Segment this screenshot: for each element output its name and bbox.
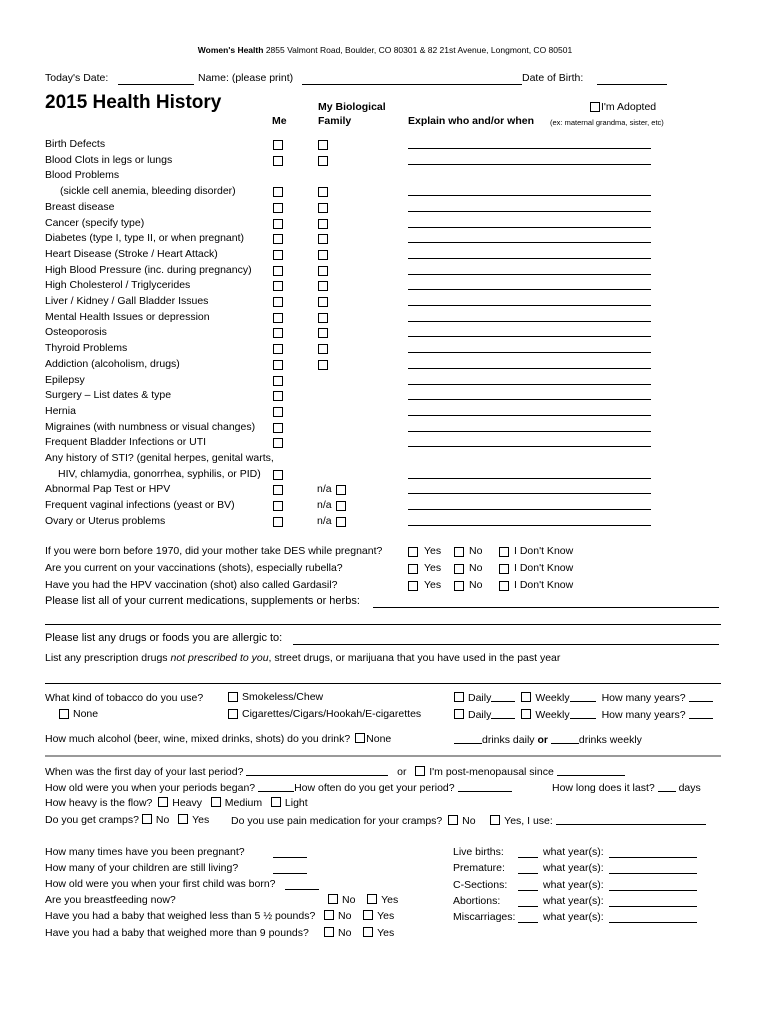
- yn-yes-label: Yes: [424, 545, 442, 557]
- allergy-label: Please list any drugs or foods you are allergic to:: [45, 632, 283, 644]
- cigarettes-daily-field[interactable]: [491, 708, 515, 719]
- cigarettes-weekly-label: Weekly: [535, 709, 570, 721]
- smokeless-daily-checkbox[interactable]: [454, 692, 464, 702]
- condition-label: Migraines (with numbness or visual changes): [45, 421, 256, 433]
- drugs-label: [45, 652, 560, 664]
- smokeless-weekly-field[interactable]: [570, 691, 596, 702]
- period-length-field[interactable]: [658, 781, 676, 792]
- over-9-no-checkbox[interactable]: [324, 927, 334, 937]
- me-checkbox[interactable]: [273, 140, 283, 150]
- yn-no-checkbox[interactable]: [454, 547, 464, 557]
- outcome-years-label: what year(s):: [543, 862, 604, 874]
- medications-label: Please list all of your current medications, supplements or herbs:: [45, 595, 360, 607]
- explain-line[interactable]: [408, 305, 651, 306]
- family-checkbox[interactable]: [318, 328, 328, 338]
- name-label: Name: (please print): [198, 72, 294, 84]
- condition-label: Osteoporosis: [45, 326, 107, 338]
- condition-label: High Cholesterol / Triglycerides: [45, 279, 191, 291]
- page-title: 2015 Health History: [45, 92, 222, 113]
- pain-med-row: [231, 814, 706, 827]
- na-checkbox[interactable]: [336, 485, 346, 495]
- times-pregnant-label: How many times have you been pregnant?: [45, 846, 245, 858]
- explain-line[interactable]: [408, 525, 651, 526]
- smokeless-years-field[interactable]: [689, 691, 713, 702]
- condition-label: Thyroid Problems: [45, 342, 128, 354]
- family-checkbox[interactable]: [318, 250, 328, 260]
- cigarettes-weekly-checkbox[interactable]: [521, 709, 531, 719]
- explain-line[interactable]: [408, 399, 651, 400]
- under-5-yes-label: Yes: [377, 910, 395, 922]
- drugs-label-post: , street drugs, or marijuana that you have used in the past year: [268, 652, 561, 664]
- flow-heavy-label: Heavy: [172, 797, 202, 809]
- me-checkbox[interactable]: [273, 517, 283, 527]
- explain-line[interactable]: [408, 446, 651, 447]
- cigarettes-years-field[interactable]: [689, 708, 713, 719]
- me-checkbox[interactable]: [273, 501, 283, 511]
- cramps-row: [45, 814, 209, 826]
- period-age-row: [45, 781, 512, 794]
- yn-yes-checkbox[interactable]: [408, 581, 418, 591]
- cigarettes-freq: [454, 708, 713, 721]
- outcome-premature-label: Premature:: [453, 862, 505, 874]
- outcome-count-field[interactable]: [518, 890, 538, 891]
- yn-question: Are you current on your vaccinations (shots), especially rubella?: [45, 562, 343, 574]
- condition-label: Cancer (specify type): [45, 217, 145, 229]
- dob-field[interactable]: [597, 84, 667, 85]
- pain-med-yes-label: Yes, I use:: [504, 815, 553, 827]
- children-living-field[interactable]: [273, 873, 307, 874]
- explain-line[interactable]: [408, 274, 651, 275]
- yn-dont-know-checkbox[interactable]: [499, 581, 509, 591]
- todays-date-label: Today's Date:: [45, 72, 109, 84]
- yn-dont-know-label: I Don't Know: [514, 545, 574, 557]
- drugs-field[interactable]: [45, 683, 721, 684]
- last-period-field[interactable]: [246, 765, 388, 776]
- post-menopausal-label: I'm post-menopausal since: [429, 766, 554, 778]
- family-checkbox[interactable]: [318, 281, 328, 291]
- family-checkbox[interactable]: [318, 297, 328, 307]
- family-checkbox[interactable]: [318, 266, 328, 276]
- condition-label: Mental Health Issues or depression: [45, 311, 210, 323]
- col-family-line1: My Biological: [318, 101, 386, 113]
- alcohol-question: [45, 733, 391, 745]
- todays-date-field[interactable]: [118, 84, 194, 85]
- yn-yes-checkbox[interactable]: [408, 547, 418, 557]
- pain-med-no-checkbox[interactable]: [448, 815, 458, 825]
- yn-question: Have you had the HPV vaccination (shot) also called Gardasil?: [45, 579, 338, 591]
- pain-med-label: Do you use pain medication for your cramps?: [231, 815, 443, 827]
- section-divider: [45, 755, 721, 757]
- outcome-count-field[interactable]: [518, 906, 538, 907]
- alcohol-question-text: How much alcohol (beer, wine, mixed drinks, shots) do you drink?: [45, 733, 351, 745]
- yn-no-checkbox[interactable]: [454, 581, 464, 591]
- outcome-years-label: what year(s):: [543, 846, 604, 858]
- pain-med-yes-checkbox[interactable]: [490, 815, 500, 825]
- outcome-years-label: what year(s):: [543, 895, 604, 907]
- me-checkbox[interactable]: [273, 313, 283, 323]
- me-checkbox[interactable]: [273, 360, 283, 370]
- period-length-row: [552, 781, 701, 794]
- smokeless-label: Smokeless/Chew: [242, 691, 324, 703]
- yn-dont-know-checkbox[interactable]: [499, 564, 509, 574]
- explain-line[interactable]: [408, 384, 651, 385]
- outcome-count-field[interactable]: [518, 922, 538, 923]
- outcome-count-field[interactable]: [518, 857, 538, 858]
- condition-label: Breast disease: [45, 201, 115, 213]
- condition-label: High Blood Pressure (inc. during pregnancy): [45, 264, 252, 276]
- yn-no-label: No: [469, 545, 483, 557]
- post-menopausal-field[interactable]: [557, 765, 625, 776]
- cramps-no-label: No: [155, 814, 170, 826]
- cramps-yes-checkbox[interactable]: [178, 814, 188, 824]
- col-explain: Explain who and/or when: [408, 115, 535, 127]
- breastfeeding-options: [328, 894, 398, 906]
- yn-dont-know-label: I Don't Know: [514, 579, 574, 591]
- me-checkbox[interactable]: [273, 266, 283, 276]
- yn-no-label: No: [469, 562, 483, 574]
- explain-line[interactable]: [408, 478, 651, 479]
- condition-label: Heart Disease (Stroke / Heart Attack): [45, 248, 218, 260]
- flow-medium-label: Medium: [224, 797, 263, 809]
- na-checkbox[interactable]: [336, 517, 346, 527]
- outcome-miscarriages-label: Miscarriages:: [453, 911, 516, 923]
- over-9-no-label: No: [338, 927, 352, 939]
- me-checkbox[interactable]: [273, 328, 283, 338]
- alcohol-weekly-label: drinks weekly: [578, 734, 642, 746]
- me-checkbox[interactable]: [273, 438, 283, 448]
- outcome-live-births-label: Live births:: [453, 846, 504, 858]
- period-age-field[interactable]: [258, 781, 294, 792]
- me-checkbox[interactable]: [273, 423, 283, 433]
- smokeless-daily-field[interactable]: [491, 691, 515, 702]
- breastfeeding-yes-label: Yes: [381, 894, 399, 906]
- family-checkbox[interactable]: [318, 140, 328, 150]
- yn-yes-label: Yes: [424, 579, 442, 591]
- under-5-yes-checkbox[interactable]: [363, 910, 373, 920]
- family-checkbox[interactable]: [318, 156, 328, 166]
- cigarettes-years-label: How many years?: [601, 709, 686, 721]
- condition-label: Blood Problems: [45, 169, 120, 181]
- yn-yes-checkbox[interactable]: [408, 564, 418, 574]
- last-period-label: When was the first day of your last period?: [45, 766, 244, 778]
- adopted-label: I'm Adopted: [601, 101, 657, 113]
- cigarettes-daily-checkbox[interactable]: [454, 709, 464, 719]
- explain-line[interactable]: [408, 352, 651, 353]
- family-checkbox[interactable]: [318, 313, 328, 323]
- explain-line[interactable]: [408, 493, 651, 494]
- allergy-field[interactable]: [293, 644, 719, 645]
- yn-no-checkbox[interactable]: [454, 564, 464, 574]
- over-9-label: Have you had a baby that weighed more than 9 pounds?: [45, 927, 309, 939]
- explain-line[interactable]: [408, 431, 651, 432]
- cramps-yes-label: Yes: [192, 814, 210, 826]
- breastfeeding-no-label: No: [342, 894, 356, 906]
- explain-line[interactable]: [408, 368, 651, 369]
- cramps-label: Do you get cramps?: [45, 814, 139, 826]
- cigarettes-weekly-field[interactable]: [570, 708, 596, 719]
- family-checkbox[interactable]: [318, 219, 328, 229]
- me-checkbox[interactable]: [273, 187, 283, 197]
- alcohol-daily-field[interactable]: [454, 733, 482, 744]
- adopted-checkbox[interactable]: [590, 102, 600, 112]
- explain-line[interactable]: [408, 148, 651, 149]
- condition-label: Birth Defects: [45, 138, 106, 150]
- me-checkbox[interactable]: [273, 156, 283, 166]
- breastfeeding-no-checkbox[interactable]: [328, 894, 338, 904]
- period-length-days: days: [678, 782, 701, 794]
- explain-line[interactable]: [408, 227, 651, 228]
- col-family-line2: Family: [318, 115, 352, 127]
- condition-label: Ovary or Uterus problems: [45, 515, 166, 527]
- me-checkbox[interactable]: [273, 297, 283, 307]
- medications-field[interactable]: [373, 607, 719, 608]
- tobacco-none-checkbox[interactable]: [59, 709, 69, 719]
- outcome-years-field[interactable]: [609, 906, 697, 907]
- under-5-no-label: No: [338, 910, 352, 922]
- alcohol-weekly-field[interactable]: [551, 733, 579, 744]
- flow-label: How heavy is the flow?: [45, 797, 153, 809]
- pain-med-no-label: No: [462, 815, 476, 827]
- dob-label: Date of Birth:: [522, 72, 584, 84]
- smokeless-checkbox[interactable]: [228, 692, 238, 702]
- outcome-years-field[interactable]: [609, 890, 697, 891]
- condition-label: Diabetes (type I, type II, or when pregnant): [45, 232, 245, 244]
- condition-label: Liver / Kidney / Gall Bladder Issues: [45, 295, 209, 307]
- na-label: n/a: [317, 499, 332, 511]
- drugs-label-pre: List any prescription drugs: [45, 652, 171, 664]
- explain-line[interactable]: [408, 336, 651, 337]
- tobacco-question: What kind of tobacco do you use?: [45, 692, 204, 704]
- explain-line[interactable]: [408, 195, 651, 196]
- alcohol-none-label: None: [366, 733, 392, 745]
- outcome-years-field[interactable]: [609, 873, 697, 874]
- period-frequency-field[interactable]: [458, 781, 512, 792]
- alcohol-amount: [454, 733, 642, 746]
- condition-label: Addiction (alcoholism, drugs): [45, 358, 180, 370]
- condition-label: Frequent Bladder Infections or UTI: [45, 436, 207, 448]
- cigarettes-label: Cigarettes/Cigars/Hookah/E-cigarettes: [242, 708, 422, 720]
- me-checkbox[interactable]: [273, 219, 283, 229]
- condition-label: Abnormal Pap Test or HPV: [45, 483, 171, 495]
- period-age-label: How old were you when your periods began?: [45, 782, 256, 794]
- explain-line[interactable]: [408, 415, 651, 416]
- last-period-row: [45, 765, 625, 778]
- period-frequency-label: How often do you get your period?: [294, 782, 455, 794]
- last-period-or: or: [397, 766, 407, 778]
- outcome-abortions-label: Abortions:: [453, 895, 501, 907]
- smokeless-weekly-label: Weekly: [535, 692, 570, 704]
- me-checkbox[interactable]: [273, 344, 283, 354]
- cigarettes-checkbox[interactable]: [228, 709, 238, 719]
- me-checkbox[interactable]: [273, 234, 283, 244]
- alcohol-none-checkbox[interactable]: [355, 733, 365, 743]
- explain-line[interactable]: [408, 242, 651, 243]
- under-5-no-checkbox[interactable]: [324, 910, 334, 920]
- cramps-no-checkbox[interactable]: [142, 814, 152, 824]
- period-length-label: How long does it last?: [552, 782, 655, 794]
- condition-label: Surgery – List dates & type: [45, 389, 172, 401]
- pain-med-field[interactable]: [556, 814, 706, 825]
- drugs-label-em: not prescribed to you: [170, 652, 269, 664]
- over-9-yes-label: Yes: [377, 927, 395, 939]
- clinic-header: [0, 45, 770, 55]
- alcohol-or: or: [537, 734, 548, 746]
- explain-line[interactable]: [408, 258, 651, 259]
- cigarettes-daily-label: Daily: [468, 709, 492, 721]
- condition-label: Frequent vaginal infections (yeast or BV): [45, 499, 235, 511]
- explain-line[interactable]: [408, 211, 651, 212]
- name-field[interactable]: [302, 84, 522, 85]
- clinic-address: 2855 Valmont Road, Boulder, CO 80301 & 82 21st Avenue, Longmont, CO 80501: [265, 45, 573, 55]
- outcome-csections-label: C-Sections:: [453, 879, 508, 891]
- over-9-options: [324, 927, 394, 939]
- me-checkbox[interactable]: [273, 470, 283, 480]
- first-child-age-label: How old were you when your first child was born?: [45, 878, 276, 890]
- post-menopausal-checkbox[interactable]: [415, 766, 425, 776]
- breastfeeding-label: Are you breastfeeding now?: [45, 894, 176, 906]
- clinic-name: Women's Health: [197, 45, 264, 55]
- na-checkbox[interactable]: [336, 501, 346, 511]
- smokeless-weekly-checkbox[interactable]: [521, 692, 531, 702]
- smokeless-freq: [454, 691, 713, 704]
- me-checkbox[interactable]: [273, 203, 283, 213]
- family-checkbox[interactable]: [318, 344, 328, 354]
- under-5-label: Have you had a baby that weighed less than 5 ½ pounds?: [45, 910, 316, 922]
- explain-line[interactable]: [408, 289, 651, 290]
- times-pregnant-field[interactable]: [273, 857, 307, 858]
- outcome-years-label: what year(s):: [543, 879, 604, 891]
- condition-label: Any history of STI? (genital herpes, genital warts,: [45, 452, 274, 464]
- first-child-age-field[interactable]: [285, 889, 319, 890]
- explain-line[interactable]: [408, 509, 651, 510]
- children-living-label: How many of your children are still living?: [45, 862, 239, 874]
- condition-label: Blood Clots in legs or lungs: [45, 154, 173, 166]
- na-label: n/a: [317, 483, 332, 495]
- family-checkbox[interactable]: [318, 187, 328, 197]
- explain-line[interactable]: [408, 164, 651, 165]
- outcome-years-field[interactable]: [609, 922, 697, 923]
- yn-no-label: No: [469, 579, 483, 591]
- col-me: Me: [272, 115, 287, 127]
- outcome-years-field[interactable]: [609, 857, 697, 858]
- medications-field-line2[interactable]: [45, 624, 721, 625]
- flow-heavy-checkbox[interactable]: [158, 797, 168, 807]
- condition-label: (sickle cell anemia, bleeding disorder): [60, 185, 236, 197]
- flow-medium-checkbox[interactable]: [211, 797, 221, 807]
- yn-dont-know-label: I Don't Know: [514, 562, 574, 574]
- me-checkbox[interactable]: [273, 281, 283, 291]
- outcome-count-field[interactable]: [518, 873, 538, 874]
- family-checkbox[interactable]: [318, 234, 328, 244]
- me-checkbox[interactable]: [273, 485, 283, 495]
- over-9-yes-checkbox[interactable]: [363, 927, 373, 937]
- tobacco-none-label: None: [73, 708, 99, 720]
- alcohol-daily-label: drinks daily: [482, 734, 538, 746]
- condition-label: Epilepsy: [45, 374, 85, 386]
- breastfeeding-yes-checkbox[interactable]: [367, 894, 377, 904]
- me-checkbox[interactable]: [273, 376, 283, 386]
- flow-light-label: Light: [284, 797, 308, 809]
- family-checkbox[interactable]: [318, 203, 328, 213]
- smokeless-years-label: How many years?: [601, 692, 686, 704]
- flow-row: [45, 797, 308, 809]
- me-checkbox[interactable]: [273, 250, 283, 260]
- explain-line[interactable]: [408, 321, 651, 322]
- na-label: n/a: [317, 515, 332, 527]
- smokeless-daily-label: Daily: [468, 692, 492, 704]
- yn-question: If you were born before 1970, did your mother take DES while pregnant?: [45, 545, 383, 557]
- under-5-options: [324, 910, 394, 922]
- col-explain-hint: (ex: maternal grandma, sister, etc): [550, 118, 664, 127]
- yn-yes-label: Yes: [424, 562, 442, 574]
- condition-label: HIV, chlamydia, gonorrhea, syphilis, or PID): [58, 468, 261, 480]
- flow-light-checkbox[interactable]: [271, 797, 281, 807]
- me-checkbox[interactable]: [273, 407, 283, 417]
- me-checkbox[interactable]: [273, 391, 283, 401]
- condition-label: Hernia: [45, 405, 76, 417]
- family-checkbox[interactable]: [318, 360, 328, 370]
- yn-dont-know-checkbox[interactable]: [499, 547, 509, 557]
- outcome-years-label: what year(s):: [543, 911, 604, 923]
